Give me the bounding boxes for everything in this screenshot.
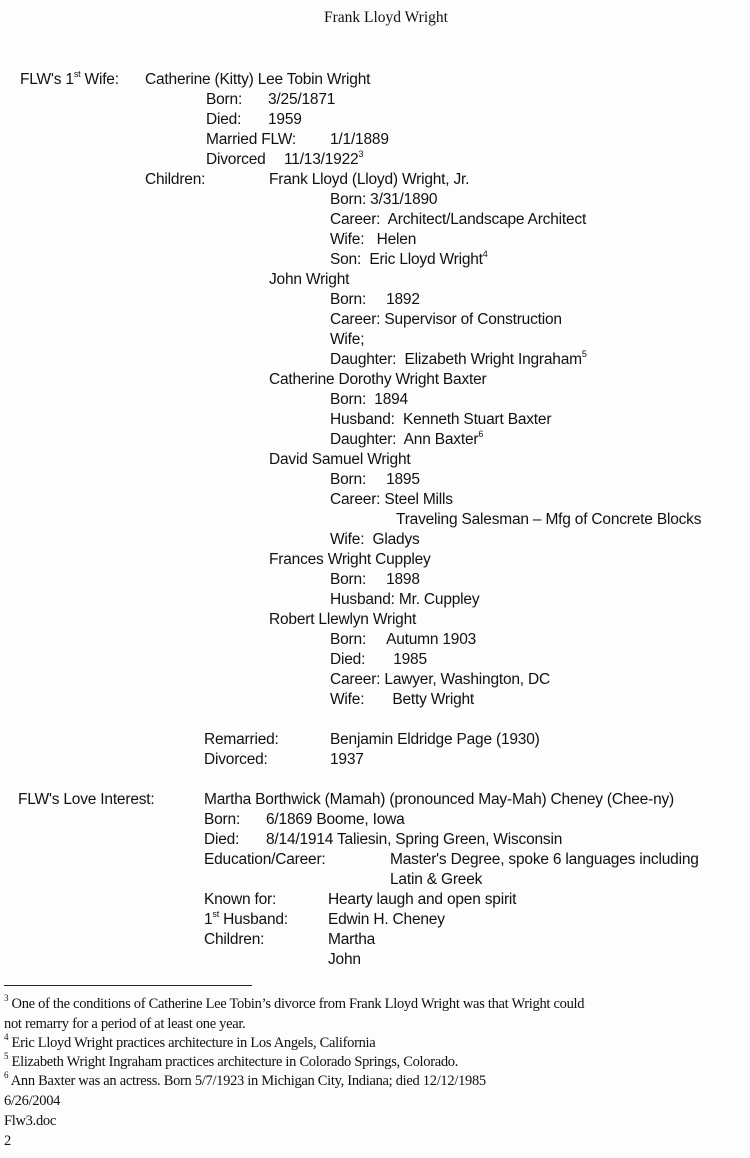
detail-value: Betty Wright — [392, 691, 475, 708]
detail-value: Lawyer, Washington, DC — [384, 671, 551, 688]
child-detail — [330, 390, 408, 410]
detail-label: Born: — [330, 391, 367, 408]
detail-value: Architect/Landscape Architect — [387, 211, 587, 228]
detail-label: Wife: — [330, 531, 365, 548]
child-name: Martha — [328, 931, 376, 948]
footer-date: 6/26/2004 — [4, 1093, 61, 1109]
detail-label: Wife: — [330, 691, 365, 708]
died-value: 8/14/1914 Taliesin, Spring Green, Wisconsin — [266, 831, 563, 848]
footnote-ref[interactable]: 3 — [358, 149, 364, 159]
detail-value: 1985 — [393, 651, 427, 668]
first-husband-label — [204, 910, 288, 930]
detail-value: 1894 — [374, 391, 408, 408]
remarried-value: Benjamin Eldridge Page (1930) — [330, 731, 540, 748]
detail-label: Born: — [330, 291, 367, 308]
divorced2-label: Divorced: — [204, 751, 268, 768]
footnote-3-cont: not remarry for a period of at least one year. — [4, 1016, 246, 1032]
footnote-ref[interactable]: 4 — [482, 249, 488, 259]
label-text: Husband: — [219, 911, 288, 928]
detail-value: Autumn 1903 — [386, 631, 477, 648]
child-name: Robert Llewlyn Wright — [269, 611, 417, 628]
died-label: Died: — [206, 111, 242, 128]
detail-value: 1895 — [386, 471, 420, 488]
detail-value: Kenneth Stuart Baxter — [402, 411, 552, 428]
first-wife-label — [20, 70, 119, 90]
detail-label: Husband: — [330, 591, 395, 608]
detail-label: Wife; — [330, 331, 365, 348]
detail-label: Career: — [330, 491, 381, 508]
detail-label: Career: — [330, 211, 381, 228]
detail-label: Career: — [330, 671, 381, 688]
child-name: John — [328, 951, 361, 968]
footnote-separator — [4, 985, 252, 986]
superscript: st — [73, 69, 81, 79]
detail-label: Son: — [330, 251, 362, 268]
child-detail — [330, 470, 420, 490]
footnote-text: One of the conditions of Catherine Lee Tobin’s divorce from Frank Lloyd Wright was that Wright could — [11, 996, 585, 1012]
child-name: John Wright — [269, 271, 350, 288]
married-label: Married FLW: — [206, 131, 297, 148]
child-detail — [330, 590, 479, 610]
children-label: Children: — [204, 931, 265, 948]
label-text: FLW's 1 — [20, 71, 74, 88]
detail-value: Gladys — [372, 531, 420, 548]
child-detail — [330, 290, 420, 310]
known-for-value: Hearty laugh and open spirit — [328, 891, 517, 908]
detail-value: Elizabeth Wright Ingraham — [404, 351, 582, 368]
detail-label: Born: — [330, 631, 367, 648]
divorced-date: 11/13/1922 — [284, 151, 359, 168]
children-label: Children: — [145, 171, 206, 188]
divorced2-value: 1937 — [330, 751, 364, 768]
superscript: st — [212, 909, 220, 919]
footnote-number: 6 — [4, 1070, 9, 1080]
child-detail — [330, 330, 364, 350]
child-name: David Samuel Wright — [269, 451, 411, 468]
detail-label: Husband: — [330, 411, 395, 428]
divorced-value — [284, 150, 363, 170]
child-detail — [330, 630, 476, 650]
child-detail — [330, 690, 474, 710]
born-label: Born: — [206, 91, 243, 108]
child-detail — [330, 230, 416, 250]
detail-label: Born: — [330, 471, 367, 488]
detail-value: Steel Mills — [384, 491, 453, 508]
detail-label: Daughter: — [330, 431, 397, 448]
footnote-ref[interactable]: 6 — [478, 429, 484, 439]
died-label: Died: — [204, 831, 240, 848]
detail-value: Mr. Cuppley — [398, 591, 480, 608]
detail-label: Daughter: — [330, 351, 397, 368]
detail-value: 1898 — [386, 571, 420, 588]
born-label: Born: — [204, 811, 241, 828]
born-value: 6/1869 Boome, Iowa — [266, 811, 405, 828]
education-value-cont: Latin & Greek — [390, 871, 483, 888]
page-title: Frank Lloyd Wright — [324, 9, 448, 26]
remarried-label: Remarried: — [204, 731, 279, 748]
footnote-text: Elizabeth Wright Ingraham practices architecture in Colorado Springs, Colorado. — [11, 1054, 459, 1070]
child-detail — [330, 310, 562, 330]
footnote-text: Ann Baxter was an actress. Born 5/7/1923 in Michigan City, Indiana; died 12/12/1985 — [10, 1073, 486, 1089]
first-wife-name: Catherine (Kitty) Lee Tobin Wright — [145, 71, 371, 88]
detail-label: Career: — [330, 311, 381, 328]
detail-label: Born: — [330, 191, 367, 208]
love-interest-label: FLW's Love Interest: — [18, 791, 155, 808]
detail-value: 3/31/1890 — [370, 191, 438, 208]
detail-value: 1892 — [386, 291, 420, 308]
divorced-label: Divorced — [206, 151, 266, 168]
education-label: Education/Career: — [204, 851, 326, 868]
footnote-text: Eric Lloyd Wright practices architecture in Los Angels, California — [11, 1035, 376, 1051]
child-detail — [330, 650, 427, 670]
child-name: Frank Lloyd (Lloyd) Wright, Jr. — [269, 171, 470, 188]
child-detail — [330, 570, 420, 590]
detail-label: Born: — [330, 571, 367, 588]
footnote-3 — [4, 995, 584, 1013]
footer-filename: Flw3.doc — [4, 1113, 56, 1129]
first-husband-value: Edwin H. Cheney — [328, 911, 445, 928]
detail-value: Eric Lloyd Wright — [369, 251, 483, 268]
child-detail — [330, 530, 420, 550]
detail-label: Wife: — [330, 231, 365, 248]
footnote-4 — [4, 1034, 375, 1052]
footnote-6 — [4, 1072, 486, 1090]
child-detail — [330, 410, 551, 430]
child-detail — [330, 430, 483, 450]
child-detail: Traveling Salesman – Mfg of Concrete Blocks — [396, 511, 702, 528]
footnote-number: 3 — [4, 993, 9, 1003]
child-detail — [330, 190, 437, 210]
known-for-label: Known for: — [204, 891, 277, 908]
child-name: Catherine Dorothy Wright Baxter — [269, 371, 487, 388]
footnote-ref[interactable]: 5 — [581, 349, 587, 359]
child-detail — [330, 210, 586, 230]
love-interest-name: Martha Borthwick (Mamah) (pronounced May-Mah) Cheney (Chee-ny) — [204, 791, 674, 808]
died-value: 1959 — [268, 111, 302, 128]
child-name: Frances Wright Cuppley — [269, 551, 431, 568]
label-text: 1 — [204, 911, 213, 928]
label-text: Wife: — [80, 71, 119, 88]
born-value: 3/25/1871 — [268, 91, 336, 108]
detail-label: Died: — [330, 651, 366, 668]
married-value: 1/1/1889 — [330, 131, 389, 148]
footnote-number: 4 — [4, 1032, 9, 1042]
child-detail — [330, 490, 453, 510]
footnote-number: 5 — [4, 1051, 9, 1061]
detail-value: Supervisor of Construction — [384, 311, 562, 328]
child-detail — [330, 670, 550, 690]
footnote-5 — [4, 1053, 458, 1071]
child-detail — [330, 250, 488, 270]
footer-page-number: 2 — [4, 1133, 11, 1149]
detail-value: Helen — [376, 231, 417, 248]
education-value: Master's Degree, spoke 6 languages including — [390, 851, 699, 868]
child-detail — [330, 350, 587, 370]
detail-value: Ann Baxter — [403, 431, 479, 448]
